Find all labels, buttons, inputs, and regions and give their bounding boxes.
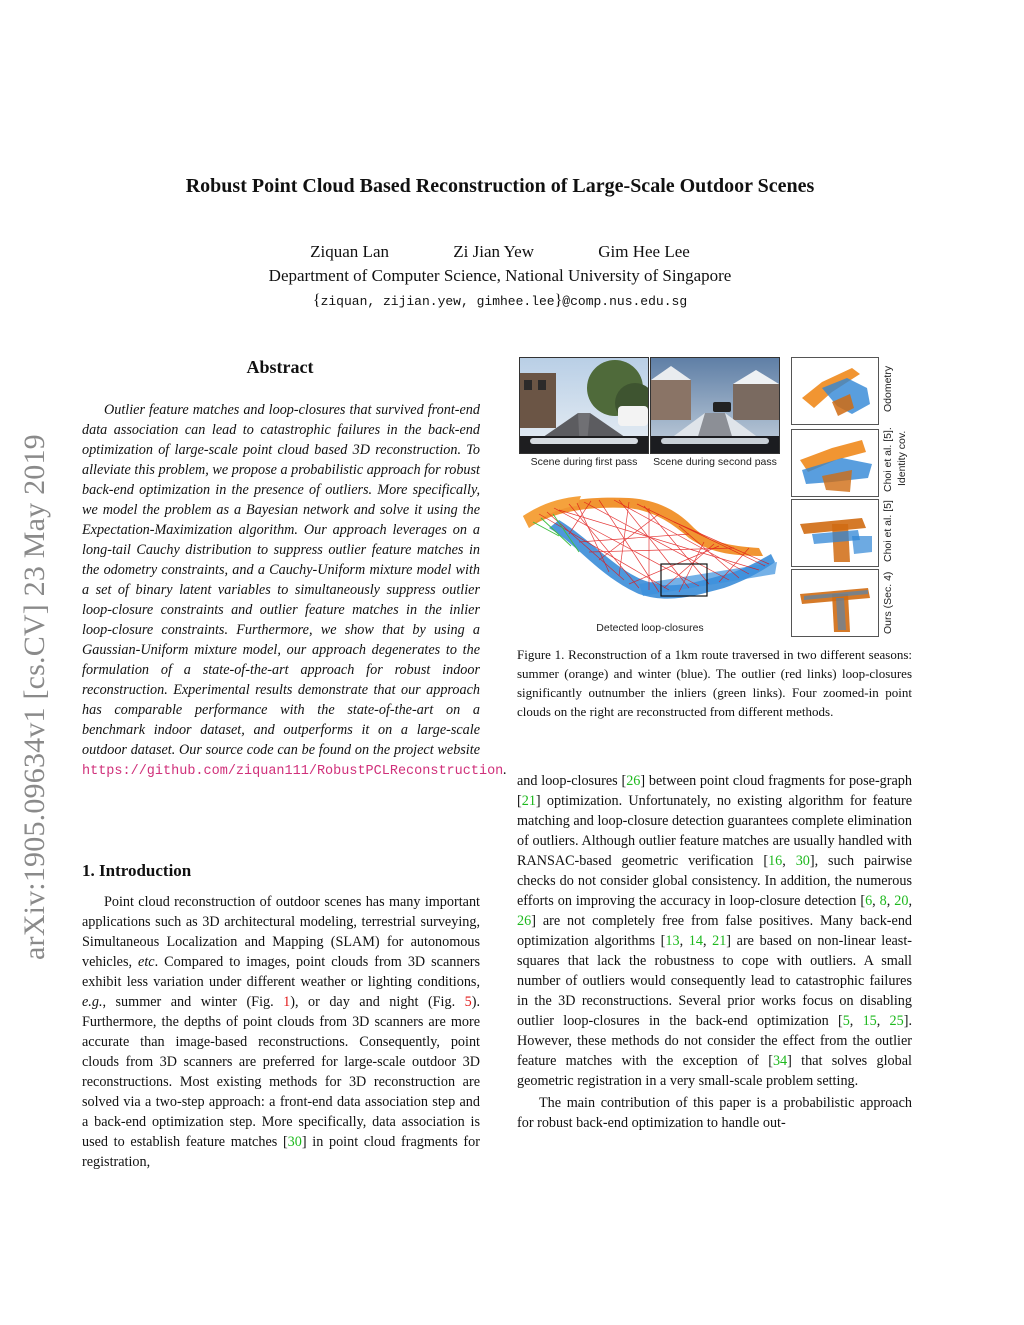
thumb-ours [791, 569, 879, 637]
author-list [0, 242, 1000, 262]
abstract-body: Outlier feature matches and loop-closures that survived front-end data association can lead to catastrophic failures in the back-end optimization of large-scale point cloud based 3D reconstruction. To alleviate this problem, we propose a probabilistic approach for robust back-end optimization in the presence of outliers. More specifically, we model the problem as a Bayesian network and solve it using the Expectation-Maximization algorithm. Our approach leverages on a long-tail Cauchy distribution to suppress outlier feature matches in the odometry constraints, and a Cauchy-Uniform mixture model with a set of binary latent variables to simultaneously suppress outlier loop-closure constraints and outlier feature matches in the inlier loop-closure constraints. Furthermore, we show that by using a Gaussian-Uniform mixture model, our approach degenerates to the formulation of a state-of-the-art approach for robust indoor reconstruction. Experimental results demonstrate that our approach has comparable performance with the state-of-the-art on a benchmark indoor dataset, and outperforms it on a large-scale outdoor dataset. Our source code can be found on the project website https://github.com/ziquan111/RobustPCLReconstruction. [82, 402, 507, 779]
label-ours: Ours (Sec. 4) [882, 571, 894, 634]
citation-link[interactable]: 16 [768, 853, 783, 869]
figure-ref-link[interactable]: 5 [464, 994, 472, 1010]
citation-link[interactable]: 14 [688, 933, 703, 949]
author-emails: {ziquan, zijian.yew, gimhee.lee}@comp.nus.edu.sg [312, 292, 688, 309]
affiliation: Department of Computer Science, National University of Singapore [268, 266, 732, 285]
citation-link[interactable]: 5 [842, 1013, 850, 1029]
thumb-choi [791, 499, 879, 567]
label-choi: Choi et al. [5] [882, 500, 894, 562]
label-odometry: Odometry [882, 365, 894, 412]
citation-link[interactable]: 21 [712, 933, 727, 949]
citation-link[interactable]: 26 [517, 913, 532, 929]
citation-link[interactable]: 15 [862, 1013, 877, 1029]
thumb-choi-identity [791, 429, 879, 497]
citation-link[interactable]: 8 [879, 893, 887, 909]
summer-photo-label: Scene during first pass [530, 456, 638, 468]
section-heading-introduction: 1. Introduction [82, 861, 192, 880]
introduction-paragraph: Point cloud reconstruction of outdoor scenes has many important applications such as 3D architectural modeling, terrestrial surveying, Simultaneous Localization and Mapping (SLAM) for autonomous vehicles, etc. Compared to images, point clouds from 3D scanners exhibit less variation under different weather or lighting conditions, e.g., summer and winter (Fig. 1), or day and night (Fig. 5). Furthermore, the depths of point clouds from 3D scanners are more accurate than image-based reconstructions. Consequently, point clouds from 3D scanners are preferred for large-scale outdoor 3D reconstructions. Most existing methods for 3D reconstruction are solved via a two-step approach: a front-end data association step and a back-end optimization step. More specifically, data association is used to establish feature matches [30] in point cloud fragments for registration, [82, 894, 481, 1170]
abstract-heading: Abstract [246, 357, 314, 377]
figure-caption: Figure 1. Reconstruction of a 1km route traversed in two different seasons: summer (orange) and winter (blue). The outlier (red links) loop-closures significantly outnumber the inliers (green links). Four zoomed-in point clouds on the right are reconstructed from different methods. [517, 647, 912, 719]
loop-closure-label: Detected loop-closures [596, 622, 704, 634]
thumb-odometry [791, 357, 879, 425]
citation-link[interactable]: 26 [626, 773, 641, 789]
label-choi-identity: Choi et al. [5]. [882, 427, 894, 492]
winter-scene-photo [650, 357, 780, 454]
citation-link[interactable]: 30 [795, 853, 810, 869]
citation-link[interactable]: 20 [894, 893, 909, 909]
paper-title: Robust Point Cloud Based Reconstruction of Large-Scale Outdoor Scenes [185, 175, 815, 197]
author-name: Gim Hee Lee [598, 242, 690, 261]
loop-closure-point-cloud [519, 476, 781, 616]
citation-link[interactable]: 6 [865, 893, 873, 909]
summer-scene-photo [519, 357, 649, 454]
winter-photo-label: Scene during second pass [653, 456, 777, 468]
citation-link[interactable]: 30 [287, 1134, 302, 1150]
project-url-link[interactable]: https://github.com/ziquan111/RobustPCLReconstruction [82, 764, 504, 779]
label-identity-cov: Identity cov. [896, 430, 908, 486]
right-column-text: and loop-closures [26] between point cloud fragments for pose-graph [21] optimization. Unfortunately, no existing algorithm for feature matching and loop-closure detection guarantees complete elimination of outliers. Although outlier feature matches are usually handled with RANSAC-based geometric verification [16, 30], such pairwise checks do not consider global consistency. In addition, the numerous efforts on improving the accuracy in loop-closure detection [6, 8, 20, 26] are not completely free from false positives. Many back-end optimization algorithms [13, 14, 21] are based on non-linear least-squares that lack the robustness to cope with outliers. A small number of outliers would consequently lead to catastrophic failures in the 3D reconstructions. Several prior works focus on disabling outlier loop-closures in the back-end optimization [5, 15, 25]. However, these methods do not consider the effect from the outlier feature matches with the exception of [34] that solves global geometric registration in a very small-scale problem setting. The main contribution of this paper is a probabilistic approach for robust back-end optimization to handle out- [517, 773, 913, 1131]
citation-link[interactable]: 13 [665, 933, 680, 949]
figure-ref-link[interactable]: 1 [283, 994, 291, 1010]
author-name: Zi Jian Yew [453, 242, 535, 261]
citation-link[interactable]: 34 [772, 1053, 788, 1069]
author-name: Ziquan Lan [310, 242, 389, 261]
arxiv-identifier: arXiv:1905.09634v1 [cs.CV] 23 May 2019 [18, 434, 51, 960]
citation-link[interactable]: 25 [889, 1013, 904, 1029]
citation-link[interactable]: 21 [521, 793, 536, 809]
